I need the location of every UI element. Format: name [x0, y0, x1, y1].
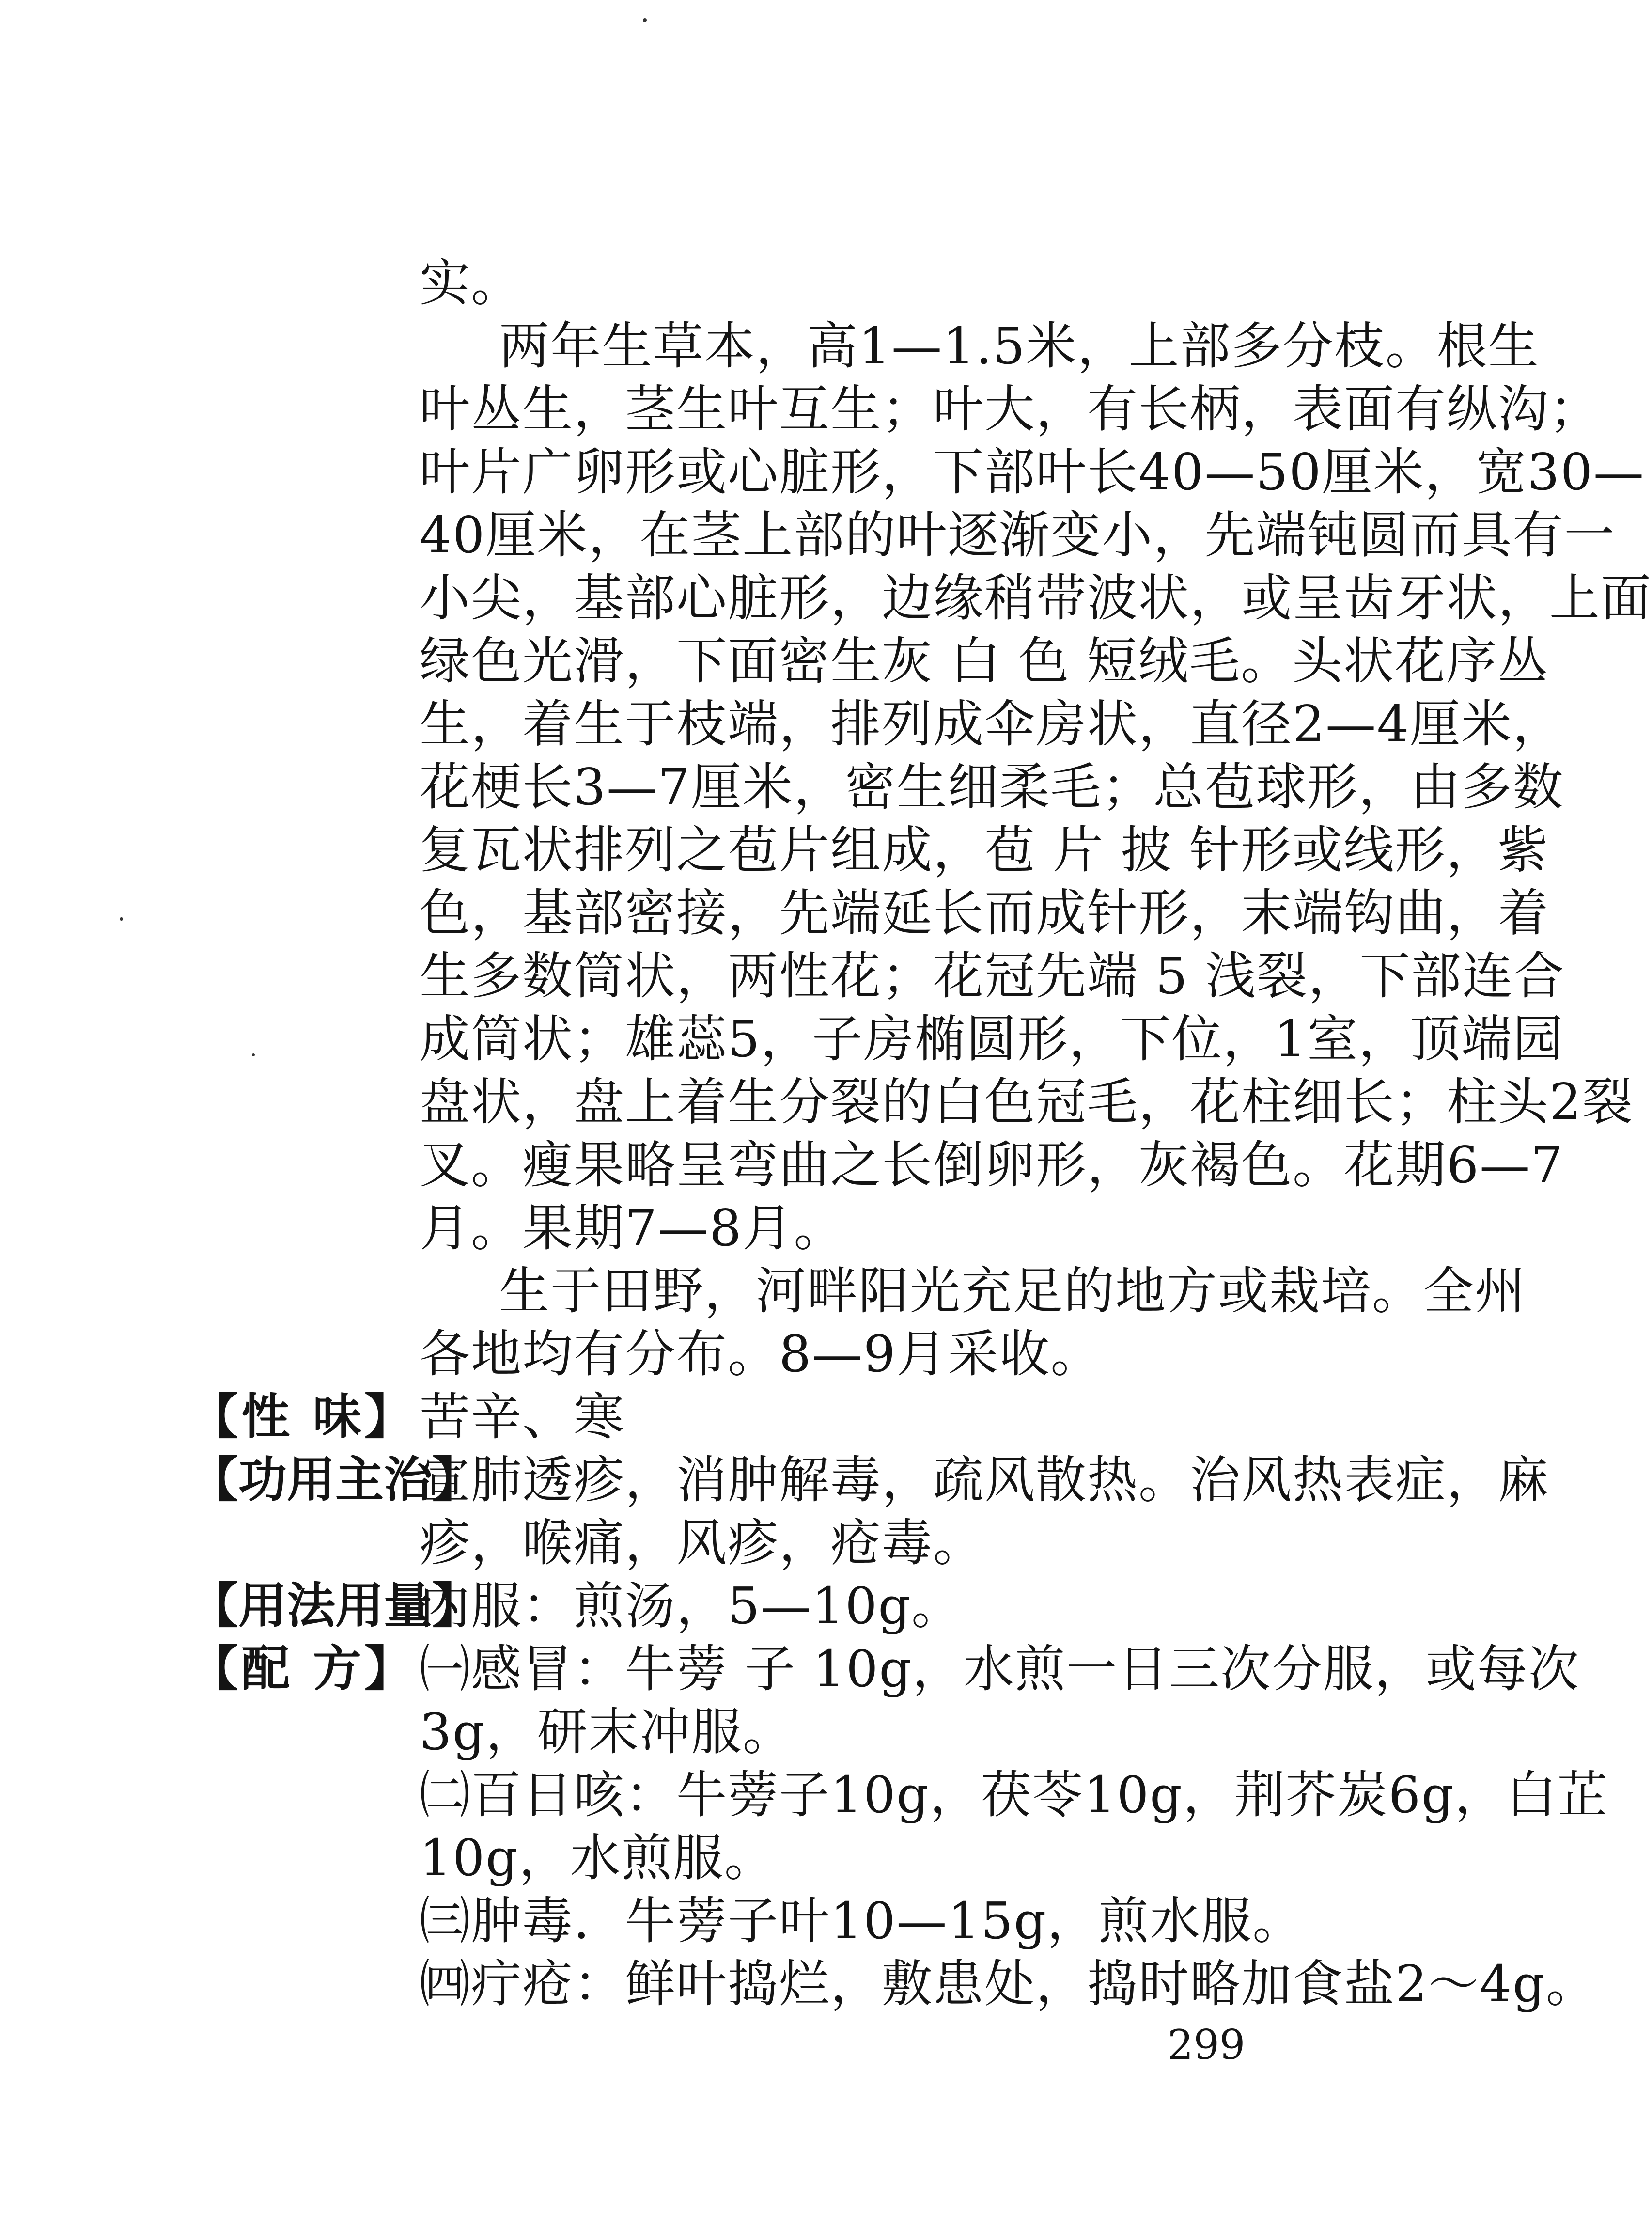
section-text: 疹，喉痛，风疹，疮毒。: [420, 1513, 985, 1572]
formula-line: ㈢肿毒．牛蒡子叶10—15g，煎水服。: [420, 1891, 1304, 1950]
text-line: 生，着生于枝端，排列成伞房状，直径2—4厘米，: [420, 694, 1564, 753]
text-line: 40厘米，在茎上部的叶逐渐变小，先端钝圆而具有一: [420, 505, 1616, 565]
formula-line: 3g，研末冲服。: [420, 1702, 794, 1761]
section-text: 苦辛、寒: [420, 1387, 625, 1446]
text-line: 叶丛生，茎生叶互生；叶大，有长柄，表面有纵沟；: [420, 379, 1601, 439]
formula-line: ㈣疔疮：鲜叶捣烂，敷患处，捣时略加食盐2～4g。: [420, 1954, 1597, 2013]
scan-speck: [120, 917, 123, 921]
text-line: 生于田野，河畔阳光充足的地方或栽培。全州: [499, 1261, 1527, 1320]
section-label-functions: 【功用主治】: [190, 1451, 481, 1508]
text-line: 叉。瘦果略呈弯曲之长倒卵形，灰褐色。花期6—7: [420, 1135, 1564, 1194]
section-label-nature-flavor: 【性 味】: [190, 1388, 413, 1445]
text-line: 各地均有分布。8—9月采收。: [420, 1324, 1102, 1383]
formula-line: 10g，水煎服。: [420, 1828, 776, 1887]
section-text: 内服：煎汤，5—10g。: [420, 1576, 963, 1635]
text-line: 月。果期7—8月。: [420, 1198, 845, 1257]
text-line: 盘状，盘上着生分裂的白色冠毛，花柱细长；柱头2裂: [420, 1072, 1634, 1131]
text-line: 小尖，基部心脏形，边缘稍带波状，或呈齿牙状，上面: [420, 568, 1652, 628]
text-line: 绿色光滑，下面密生灰 白 色 短绒毛。头状花序丛: [420, 631, 1549, 691]
text-line: 两年生草本，高1—1.5米，上部多分枝。根生: [499, 316, 1540, 376]
scan-speck: [643, 18, 647, 22]
text-line: 成筒状；雄蕊5，子房椭圆形，下位，1室，顶端园: [420, 1009, 1564, 1068]
scan-speck: [252, 1053, 255, 1056]
text-line: 生多数筒状，两性花；花冠先端 5 浅裂，下部连合: [420, 946, 1565, 1005]
text-line: 实。: [420, 253, 523, 313]
page-number: 299: [1168, 2021, 1246, 2069]
text-line: 复瓦状排列之苞片组成，苞 片 披 针形或线形，紫: [420, 820, 1549, 879]
text-line: 色，基部密接，先端延长而成针形，末端钩曲，着: [420, 883, 1550, 942]
text-line: 花梗长3—7厘米，密生细柔毛；总苞球形，由多数: [420, 757, 1564, 816]
formula-line: ㈠感冒：牛蒡 子 10g，水煎一日三次分服，或每次: [420, 1639, 1580, 1698]
text-line: 叶片广卵形或心脏形，下部叶长40—50厘米，宽30—: [420, 442, 1645, 502]
formula-line: ㈡百日咳：牛蒡子10g，茯苓10g，荆芥炭6g，白芷: [420, 1765, 1609, 1824]
section-label-usage: 【用法用量】: [190, 1577, 481, 1634]
section-text: 宣肺透疹，消肿解毒，疏风散热。治风热表症，麻: [420, 1450, 1550, 1509]
section-label-formulas: 【配 方】: [190, 1640, 413, 1697]
